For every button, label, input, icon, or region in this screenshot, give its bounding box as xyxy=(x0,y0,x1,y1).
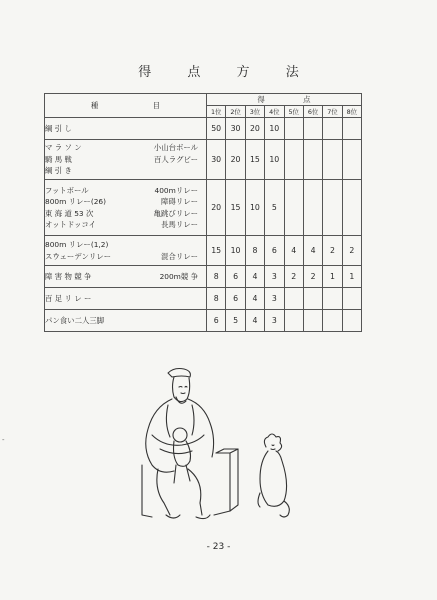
points-cell: 2 xyxy=(342,236,361,266)
points-cell xyxy=(323,180,342,236)
event-name-secondary: 百人ラグビー xyxy=(153,154,198,164)
event-cell xyxy=(45,180,207,236)
event-cell xyxy=(45,310,207,332)
points-cell xyxy=(342,180,361,236)
table-row xyxy=(45,140,362,180)
points-cell: 4 xyxy=(245,310,264,332)
points-cell: 15 xyxy=(245,140,264,180)
event-cell xyxy=(45,140,207,180)
event-line xyxy=(45,142,206,154)
points-cell: 3 xyxy=(265,288,284,310)
page-number: - 23 - xyxy=(206,542,231,552)
points-cell xyxy=(342,288,361,310)
event-name: 800m リレー(26) xyxy=(45,197,106,206)
points-cell xyxy=(284,118,303,140)
event-name: 800m リレー(1,2) xyxy=(45,240,109,249)
event-line xyxy=(45,154,206,166)
table-row xyxy=(45,118,362,140)
event-line xyxy=(45,219,206,231)
seated-man-with-dog-illustration xyxy=(130,365,305,530)
points-cell: 2 xyxy=(303,266,322,288)
table-row xyxy=(45,236,362,266)
points-cell xyxy=(323,288,342,310)
points-cell: 6 xyxy=(226,288,245,310)
points-cell: 8 xyxy=(245,236,264,266)
points-cell: 10 xyxy=(245,180,264,236)
event-name: 綱 引 し xyxy=(45,123,72,133)
points-cell: 6 xyxy=(207,310,226,332)
points-cell xyxy=(342,310,361,332)
points-cell: 10 xyxy=(265,118,284,140)
points-cell: 3 xyxy=(265,266,284,288)
points-column-header: 得 点 xyxy=(207,94,362,106)
points-cell: 20 xyxy=(207,180,226,236)
points-cell xyxy=(284,288,303,310)
points-cell xyxy=(342,140,361,180)
event-line xyxy=(45,293,206,305)
event-name: マ ラ ソ ン xyxy=(45,143,82,153)
points-cell xyxy=(303,140,322,180)
event-name: 障 害 物 競 争 xyxy=(45,271,92,281)
scoring-table xyxy=(44,93,362,332)
event-line xyxy=(45,185,206,197)
rank-header-cell: 5位 xyxy=(284,106,303,118)
margin-mark: - xyxy=(2,436,5,444)
table-row xyxy=(45,266,362,288)
points-cell: 15 xyxy=(226,180,245,236)
event-name: パン食い二人三脚 xyxy=(45,315,105,325)
points-cell: 4 xyxy=(284,236,303,266)
points-cell: 2 xyxy=(284,266,303,288)
points-cell: 8 xyxy=(207,288,226,310)
points-cell: 30 xyxy=(226,118,245,140)
points-cell xyxy=(284,140,303,180)
points-cell: 3 xyxy=(265,310,284,332)
points-cell: 5 xyxy=(265,180,284,236)
points-cell xyxy=(323,140,342,180)
points-cell: 5 xyxy=(226,310,245,332)
points-cell xyxy=(303,118,322,140)
points-cell: 6 xyxy=(226,266,245,288)
points-cell xyxy=(342,118,361,140)
points-cell: 6 xyxy=(265,236,284,266)
points-cell: 1 xyxy=(323,266,342,288)
rank-header-cell: 4位 xyxy=(265,106,284,118)
points-cell: 2 xyxy=(323,236,342,266)
table-row xyxy=(45,180,362,236)
points-cell: 20 xyxy=(226,140,245,180)
points-cell xyxy=(323,310,342,332)
event-name-secondary: 長馬リレー xyxy=(161,220,198,229)
event-name-secondary: 小山台ボール xyxy=(153,143,198,153)
page-title: 得 点 方 法 xyxy=(138,65,315,80)
event-line xyxy=(45,123,206,135)
points-cell xyxy=(284,180,303,236)
table-row xyxy=(45,288,362,310)
event-line xyxy=(45,208,206,220)
event-name: スウェーデンリレー xyxy=(45,251,112,261)
event-cell xyxy=(45,236,207,266)
points-cell: 4 xyxy=(245,288,264,310)
points-cell xyxy=(303,288,322,310)
event-name: 綱 引 き xyxy=(45,166,72,176)
rank-header-cell: 6位 xyxy=(303,106,322,118)
event-line xyxy=(45,315,206,327)
rank-header-cell: 8位 xyxy=(342,106,361,118)
points-cell: 4 xyxy=(303,236,322,266)
event-cell xyxy=(45,118,207,140)
event-name: オットドッコイ xyxy=(45,220,96,229)
points-cell xyxy=(303,310,322,332)
event-line xyxy=(45,251,206,263)
rank-header-cell: 7位 xyxy=(323,106,342,118)
event-name-secondary: 障碍リレー xyxy=(161,197,198,206)
event-name: フットボール xyxy=(45,185,89,195)
scoring-table-body xyxy=(45,118,362,332)
event-line xyxy=(45,165,206,177)
points-cell: 10 xyxy=(226,236,245,266)
points-cell xyxy=(323,118,342,140)
event-name-secondary: 400mリレー xyxy=(154,185,198,195)
event-line xyxy=(45,196,206,208)
event-name: 東 海 道 53 次 xyxy=(45,208,94,218)
event-cell xyxy=(45,288,207,310)
points-cell xyxy=(303,180,322,236)
points-cell: 20 xyxy=(245,118,264,140)
event-name-secondary: 200m競 争 xyxy=(159,271,198,281)
points-cell: 30 xyxy=(207,140,226,180)
rank-header-cell: 3位 xyxy=(245,106,264,118)
table-row xyxy=(45,310,362,332)
event-name: 騎 馬 戦 xyxy=(45,154,72,164)
points-cell: 1 xyxy=(342,266,361,288)
rank-header-cell: 1位 xyxy=(207,106,226,118)
event-line xyxy=(45,239,206,251)
event-column-header: 種 目 xyxy=(45,94,207,118)
points-cell: 8 xyxy=(207,266,226,288)
event-name-secondary: 混合リレー xyxy=(161,251,198,261)
points-cell: 15 xyxy=(207,236,226,266)
event-line xyxy=(45,271,206,283)
event-name: 百 足 リ レ ー xyxy=(45,293,92,303)
event-name-secondary: 亀跳びリレー xyxy=(153,208,198,218)
points-cell: 10 xyxy=(265,140,284,180)
points-cell: 4 xyxy=(245,266,264,288)
points-cell xyxy=(284,310,303,332)
points-cell: 50 xyxy=(207,118,226,140)
rank-header-cell: 2位 xyxy=(226,106,245,118)
event-cell xyxy=(45,266,207,288)
